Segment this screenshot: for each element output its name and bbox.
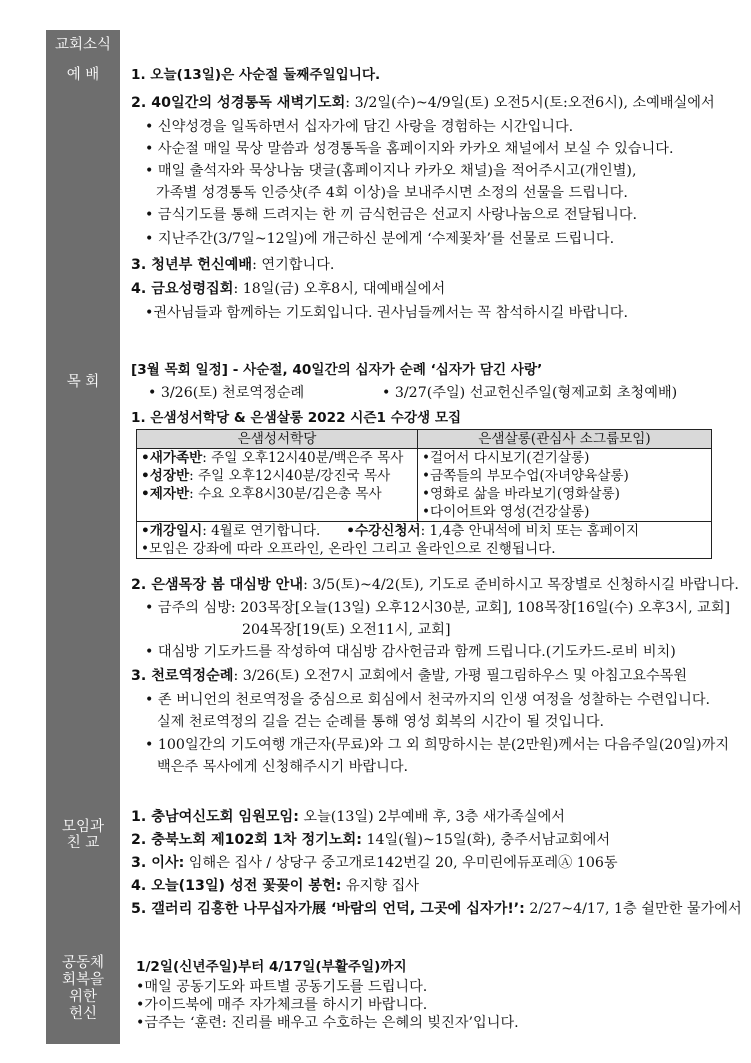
ministry-item-2 bbox=[131, 575, 739, 595]
community-line-2: •가이드북에 매주 자가체크를 하시기 바랍니다. bbox=[136, 997, 428, 1013]
application-label: •수강신청서 bbox=[346, 523, 421, 539]
ministry-visit-schedule-cont: 204목장[19(토) 오전11시, 교회] bbox=[242, 622, 451, 638]
ministry-schedule-title: [3월 목회 일정] - 사순절, 40일간의 십자가 순례 ‘십자가 담긴 사랑’ bbox=[131, 362, 543, 378]
section-label-community-4: 헌신 bbox=[68, 1006, 97, 1022]
table-head-left: 은샘성서학당 bbox=[137, 430, 418, 449]
fellowship-item-3-detail: 임해은 집사 / 상당구 중고개로142번길 20, 우미린에듀포레Ⓐ 106동 bbox=[184, 855, 618, 871]
application-value: : 1,4층 안내석에 비치 또는 홈페이지 bbox=[420, 523, 640, 539]
class-table bbox=[136, 429, 712, 559]
start-date-label: •개강일시 bbox=[141, 523, 203, 539]
ministry-item-3 bbox=[131, 666, 687, 686]
worship-item-1: 1. 오늘(13일)은 사순절 둘째주일입니다. bbox=[131, 67, 381, 83]
ministry-item-3-detail: : 3/26(토) 오전7시 교회에서 출발, 가평 필그림하우스 및 아침고요수목원 bbox=[233, 668, 688, 684]
worship-item-2-detail: : 3/2일(수)~4/9일(토) 오전5시(토:오전6시), 소예배실에서 bbox=[345, 95, 715, 111]
ministry-item-3-title: 3. 천로역정순례 bbox=[131, 668, 234, 684]
worship-item-4 bbox=[131, 279, 445, 299]
ministry-item-2-title: 2. 은샘목장 봄 대심방 안내 bbox=[131, 577, 304, 593]
community-line-3: •금주는 ‘훈련: 진리를 배우고 수호하는 은혜의 빚진자’입니다. bbox=[136, 1015, 519, 1031]
ministry-pilgrim-note-b: 실제 천로역정의 길을 걷는 순례를 통해 영성 회복의 시간이 될 것입니다. bbox=[157, 714, 605, 730]
fellowship-item-1 bbox=[131, 807, 565, 827]
fellowship-item-4 bbox=[131, 876, 419, 896]
fellowship-item-1-detail: 오늘(13일) 2부예배 후, 3층 새가족실에서 bbox=[298, 809, 565, 825]
section-label-worship: 예 배 bbox=[66, 67, 100, 83]
class-name: •성장반 bbox=[141, 468, 190, 484]
table-right-cell bbox=[418, 449, 712, 522]
section-label-community-1: 공동체 bbox=[61, 955, 105, 971]
section-label-community-2: 회복을 bbox=[61, 972, 105, 988]
table-footer-row-1 bbox=[141, 522, 707, 540]
worship-item-4-title: 4. 금요성령집회 bbox=[131, 281, 234, 297]
table-head-right: 은샘살롱(관심사 소그룹모임) bbox=[418, 430, 712, 449]
section-label-ministry: 목 회 bbox=[66, 374, 100, 390]
table-left-row bbox=[141, 467, 413, 485]
ministry-visit-schedule: • 금주의 심방: 203목장[오늘(13일) 오후12시30분, 교회], 108목장[16일(수) 오후3시, 교회] bbox=[145, 600, 731, 616]
class-name: •제자반 bbox=[141, 486, 190, 502]
ministry-item-1: 1. 은샘성서학당 & 은샘살롱 2022 시즌1 수강생 모집 bbox=[131, 410, 462, 426]
section-label-community-3: 위한 bbox=[68, 989, 97, 1005]
fellowship-item-4-detail: 유지향 집사 bbox=[341, 878, 420, 894]
worship-item-4-detail: : 18일(금) 오후8시, 대예배실에서 bbox=[233, 281, 446, 297]
worship-bullet-1: • 신약성경을 일독하면서 십자가에 담긴 사랑을 경험하는 시간입니다. bbox=[145, 119, 574, 135]
table-footer-row-2: •모임은 강좌에 따라 오프라인, 온라인 그리고 올라인으로 진행됩니다. bbox=[141, 541, 556, 557]
ministry-visit-card: • 대심방 기도카드를 작성하여 대심방 감사헌금과 함께 드립니다.(기도카드-로비 비치) bbox=[145, 644, 676, 660]
salon-item: •영화로 삶을 바라보기(영화살롱) bbox=[422, 486, 620, 502]
fellowship-item-5-title: 5. 갤러리 김홍한 나무십자가展 ‘바람의 언덕, 그곳에 십자가!’: bbox=[131, 901, 525, 917]
community-title: 1/2일(신년주일)부터 4/17일(부활주일)까지 bbox=[136, 959, 407, 975]
class-detail: : 주일 오후12시40분/백은주 목사 bbox=[202, 450, 404, 466]
salon-item: •다이어트와 영성(건강살롱) bbox=[422, 504, 590, 520]
ministry-schedule-b: • 3/27(주일) 선교헌신주일(형제교회 초청예배) bbox=[382, 385, 678, 401]
start-date-value: : 4월로 연기합니다. bbox=[202, 523, 321, 539]
worship-item-3-detail: : 연기합니다. bbox=[252, 257, 335, 273]
ministry-schedule-a: • 3/26(토) 천로역정순례 bbox=[148, 385, 305, 401]
salon-item: •금쪽들의 부모수업(자녀양육살롱) bbox=[422, 468, 629, 484]
fellowship-item-1-title: 1. 충남여신도회 임원모임: bbox=[131, 809, 299, 825]
ministry-pilgrim-note-a: • 존 버니언의 천로역정을 중심으로 회심에서 천국까지의 인생 여정을 성찰하는 수련입니다. bbox=[145, 692, 711, 708]
section-label-news: 교회소식 bbox=[54, 37, 112, 53]
fellowship-item-5 bbox=[131, 899, 742, 919]
worship-bullet-3b: 가족별 성경통독 인증샷(주 4회 이상)을 보내주시면 소정의 선물을 드립니다. bbox=[156, 185, 628, 201]
table-left-row bbox=[141, 449, 413, 467]
section-label-fellowship-2: 친 교 bbox=[66, 835, 100, 851]
fellowship-item-4-title: 4. 오늘(13일) 성전 꽃꽂이 봉헌: bbox=[131, 878, 342, 894]
salon-item: •걸어서 다시보기(걷기살롱) bbox=[422, 450, 590, 466]
fellowship-item-3 bbox=[131, 853, 618, 873]
worship-item-3-title: 3. 청년부 헌신예배 bbox=[131, 257, 253, 273]
class-detail: : 주일 오후12시40분/강진국 목사 bbox=[189, 468, 391, 484]
worship-item-3 bbox=[131, 255, 334, 275]
class-detail: : 수요 오후8시30분/김은총 목사 bbox=[189, 486, 382, 502]
section-sidebar bbox=[46, 30, 120, 1044]
ministry-pilgrim-apply-a: • 100일간의 기도여행 개근자(무료)와 그 외 희망하시는 분(2만원)께서는 다음주일(20일)까지 bbox=[145, 737, 730, 753]
class-name: •새가족반 bbox=[141, 450, 203, 466]
worship-bullet-3a: • 매일 출석자와 묵상나눔 댓글(홈페이지나 카카오 채널)을 적어주시고(개인별), bbox=[145, 163, 637, 179]
table-footer bbox=[137, 522, 712, 559]
community-line-1: •매일 공동기도와 파트별 공동기도를 드립니다. bbox=[136, 979, 428, 995]
fellowship-item-2-detail: 14일(월)~15일(화), 충주서남교회에서 bbox=[361, 832, 611, 848]
worship-item-2-title: 2. 40일간의 성경통독 새벽기도회 bbox=[131, 95, 346, 111]
fellowship-item-2-title: 2. 충북노회 제102회 1차 정기노회: bbox=[131, 832, 362, 848]
worship-bullet-4: • 금식기도를 통해 드려지는 한 끼 금식헌금은 선교지 사랑나눔으로 전달됩니다. bbox=[145, 207, 638, 223]
table-left-cell bbox=[137, 449, 418, 522]
fellowship-item-3-title: 3. 이사: bbox=[131, 855, 185, 871]
worship-item-4-note: •권사님들과 함께하는 기도회입니다. 권사님들께서는 꼭 참석하시길 바랍니다. bbox=[145, 305, 629, 321]
section-label-fellowship-1: 모임과 bbox=[61, 819, 105, 835]
worship-item-2 bbox=[131, 93, 715, 113]
worship-bullet-5: • 지난주간(3/7일~12일)에 개근하신 분에게 ‘수제꽃차’를 선물로 드립니다. bbox=[145, 231, 615, 247]
fellowship-item-2 bbox=[131, 830, 610, 850]
table-left-row bbox=[141, 485, 413, 503]
worship-bullet-2: • 사순절 매일 묵상 말씀과 성경통독을 홈페이지와 카카오 채널에서 보실 수 있습니다. bbox=[145, 141, 674, 157]
fellowship-item-5-detail: 2/27~4/17, 1층 쉴만한 물가에서 bbox=[524, 901, 742, 917]
ministry-pilgrim-apply-b: 백은주 목사에게 신청해주시기 바랍니다. bbox=[157, 759, 409, 775]
ministry-item-2-detail: : 3/5(토)~4/2(토), 기도로 준비하시고 목장별로 신청하시길 바랍니다. bbox=[303, 577, 739, 593]
